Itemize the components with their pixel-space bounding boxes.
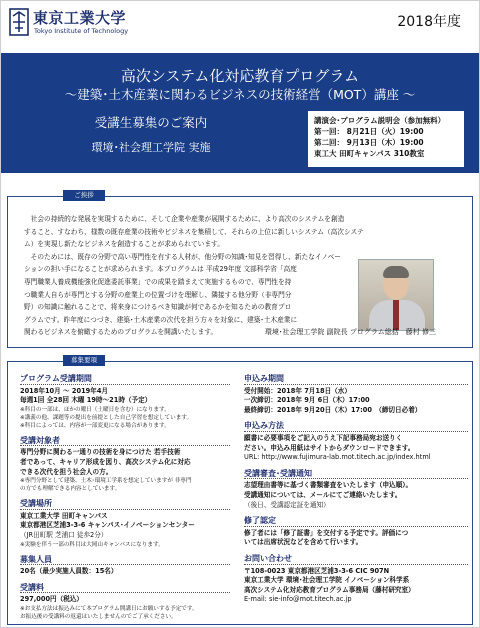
outline-line: ※お支払方法は振込みにて本プログラム開講日にお願いする予定です。 xyxy=(20,605,198,612)
outline-block-title: 受講料 xyxy=(20,583,230,594)
outline-line: ※講義の他、課題等の提出を前提とした自己学習を想定しています。 xyxy=(20,414,193,421)
university-name: 東京工業大学 xyxy=(33,9,127,27)
briefing-info-card xyxy=(308,111,464,167)
outline-line: ※科目の一部は、ほかの曜日（土曜日を含む）になります。 xyxy=(20,406,170,413)
greeting-line: つ職業人自らが専門とする分野の産業上の位置づけを理解し、隣接する他分野（非専門分 xyxy=(24,290,292,299)
outline-block-title: 受講対象者 xyxy=(20,436,230,447)
greeting-line: ションの担い手になることが求められます。本プログラムは 平成29年度 文部科学省「高度 xyxy=(24,265,297,274)
outline-line: 高次システム化対応教育プログラム事務局（藤村研究室） xyxy=(244,585,415,594)
outline-line: ださい。申込み用紙はサイトからダウンロードできます。 xyxy=(244,443,415,452)
page-header xyxy=(1,1,479,53)
briefing-venue: 東工大 田町キャンパス 310教室 xyxy=(314,149,425,158)
outline-line: 最終締切：2018年 9月20日（木）17:00 （締切日必着） xyxy=(244,405,422,414)
outline-line[interactable]: URL: http://www.fujimura-lab.mot.titech.ac.jp/index.html xyxy=(244,453,431,462)
outline-line: できる次代を担う社会人の方。 xyxy=(20,467,113,476)
outline-line: 受講通知については、メールにてご連絡いたします。 xyxy=(244,490,402,499)
fiscal-year: 2018年度 xyxy=(397,14,461,30)
greeting-line: 専門職業人養成機能強化促進委託事業」での成果を踏まえて実施するもので、専門性を持 xyxy=(24,277,292,286)
organizer: 環境･社会理工学院 実施 xyxy=(91,141,211,154)
title-banner xyxy=(1,53,479,173)
outline-block-title: 募集人員 xyxy=(20,555,230,566)
outline-block-title: お問い合わせ xyxy=(244,554,468,565)
outline-line: 〒108-0023 東京都港区芝浦3-3-6 CIC 907N xyxy=(244,566,390,575)
outline-line: 2018年10月 ～ 2019年4月 xyxy=(20,386,109,395)
outline-line: ※科目によっては、内容が一部変更になる場合があります。 xyxy=(20,422,170,429)
outline-line: 東京工業大学 環境･社会理工学院 イノベーション科学系 xyxy=(244,576,410,585)
greeting-signer: 環境･社会理工学院 副院長 プログラム総括 藤村 修三 xyxy=(264,328,436,336)
outline-left-column xyxy=(20,374,230,621)
outline-right-column xyxy=(244,374,468,605)
outline-line: （後日、受講認定証を通知） xyxy=(244,500,330,509)
outline-block-title: 申込み方法 xyxy=(244,421,468,432)
outline-line: 東京都港区芝浦3-3-6 キャンパス･イノベーションセンター xyxy=(20,521,195,530)
outline-line: ※実験を伴う一部の科目は大岡山キャンパスになります。 xyxy=(20,541,164,548)
outline-line: 東京工業大学 田町キャンパス xyxy=(20,511,108,520)
briefing-second: 第二回： 9月13日（木）19:00 xyxy=(314,138,424,147)
greeting-line: そのためには、既存の分野で高い専門性を有する人材が、他分野の知識･知見を習得し、新たなイノベー xyxy=(24,252,341,261)
greeting-line: 社会の持続的な発展を実現するために、そして企業や産業が展開するために、より高次のシステムを創造 xyxy=(24,215,345,223)
outline-line: 297,000円（税込） xyxy=(20,595,84,604)
greeting-line: 野）の知識に触れることで、将来身につけるべき知識が何であるかを知るための教育プロ xyxy=(24,303,292,312)
outline-line: の方でも理解できる内容としています。 xyxy=(20,486,121,493)
outline-line: 修了者には「修了証書」を交付する予定です。評価につ xyxy=(244,528,409,537)
greeting-line: 関わるビジネスを俯瞰するためのプログラムを開講いたします。 xyxy=(24,328,218,337)
outline-line: 願書に必要事項をご記入のうえ下記事務局宛お送りく xyxy=(244,433,403,442)
outline-line: 一次締切：2018年 9月 6日（木）17:00 xyxy=(244,396,370,405)
director-photo xyxy=(358,259,434,331)
outline-section xyxy=(7,361,473,625)
outline-line: 専門分野に関わる一通りの技術を身につけた 若手技術 xyxy=(20,448,181,457)
outline-line: 20名（最少実施人員数：15名） xyxy=(20,567,118,576)
greeting-line: グラムです。昨年度につづき、建築･土木産業の次代を担う方々を対象に、建築･土木産業に xyxy=(24,315,298,324)
greeting-line: すること、すなわち、様数の既存産業の技術やビジネスを集積して、それらの上位に新しいシステム（高次システ xyxy=(24,227,364,236)
outline-block-title: 受講場所 xyxy=(20,499,230,510)
program-subtitle: ～建築･土木産業に関わるビジネスの技術経営（MOT）講座 ～ xyxy=(64,87,416,102)
outline-block-title: 申込み期間 xyxy=(244,374,468,385)
outline-line: 志望理由書等に基づく書類審査をいたします（申込順）。 xyxy=(244,481,413,490)
outline-block-title: 修了認定 xyxy=(244,516,468,527)
outline-line: 者であって、キャリア形成を図り、高次システム化に対応 xyxy=(20,457,191,466)
university-name-en: Tokyo Institute of Technology xyxy=(34,27,129,35)
outline-tab: 募集要項 xyxy=(63,355,105,366)
outline-line: 毎週1回 全28回 木曜 19時～21時（予定） xyxy=(20,396,152,405)
university-logo-icon xyxy=(9,8,29,36)
outline-line: （JR田町駅 芝浦口 徒歩2分） xyxy=(20,530,108,539)
greeting-line: ム）を実現し新たなビジネスを創造することが求められています。 xyxy=(24,240,224,249)
outline-block-title: 受講審査･受講通知 xyxy=(244,469,468,480)
outline-line: ※専門分野として建築、土木･環境工学系を想定していますが 非専門 xyxy=(20,478,192,485)
outline-line: お振込後の受講料の返還はいたしませんのでご了承ください。 xyxy=(20,613,177,620)
outline-line[interactable]: E-mail: sie-info@mot.titech.ac.jp xyxy=(244,595,352,604)
briefing-first: 第一回： 8月21日（火）19:00 xyxy=(314,127,424,136)
briefing-heading: 講演会･プログラム説明会（参加無料） xyxy=(314,116,446,125)
greeting-section xyxy=(7,196,473,348)
program-title: 高次システム化対応教育プログラム xyxy=(120,67,360,85)
greeting-tab: ご挨拶 xyxy=(63,190,105,201)
recruitment-heading: 受講生募集のご案内 xyxy=(94,115,208,130)
outline-line: 受付開始：2018年 7月18日（水） xyxy=(244,386,351,395)
outline-line: いては出席状況などを含めて行います。 xyxy=(244,538,363,547)
outline-block-title: プログラム受講期間 xyxy=(20,374,230,385)
